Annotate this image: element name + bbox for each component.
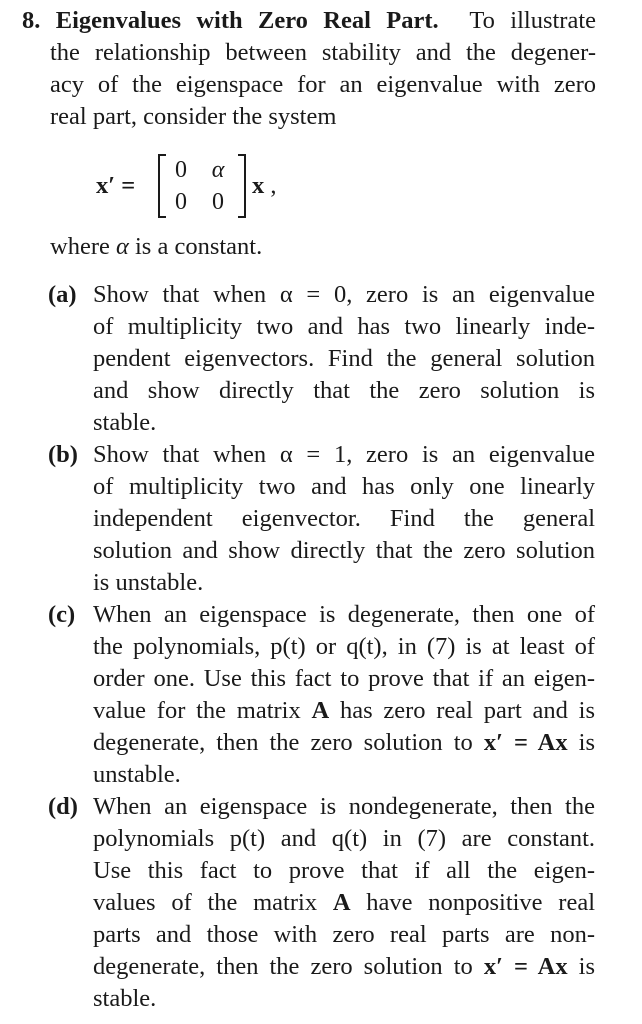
part-d-label: (d): [48, 793, 78, 820]
part-d-line: When an eigenspace is nondegenerate, then the: [93, 793, 595, 820]
problem-number: 8.: [22, 7, 41, 34]
part-d-line: polynomials p(t) and q(t) in (7) are constant.: [93, 825, 595, 852]
part-d-line: values of the matrix A have nonpositive real: [93, 889, 596, 916]
part-a-line: Show that when α = 0, zero is an eigenvalue: [93, 281, 595, 308]
problem-title: Eigenvalues with Zero Real Part.: [55, 7, 439, 34]
equation-rhs: x ,: [252, 172, 277, 199]
equation-lhs: x′ =: [96, 172, 136, 199]
intro-line: real part, consider the system: [50, 103, 337, 130]
part-d-line: parts and those with zero real parts are non-: [93, 921, 595, 948]
part-a-line: pendent eigenvectors. Find the general solution: [93, 345, 595, 372]
part-d-line: Use this fact to prove that if all the eigen-: [93, 857, 595, 884]
part-c-line: When an eigenspace is degenerate, then one of: [93, 601, 595, 628]
intro-line: the relationship between stability and the degener-: [50, 39, 596, 66]
part-d-line: stable.: [93, 985, 157, 1012]
where-line: where α is a constant.: [50, 233, 263, 260]
part-c-line: degenerate, then the zero solution to x′ = Ax is: [93, 729, 596, 756]
part-c-line: unstable.: [93, 761, 181, 788]
part-a-label: (a): [48, 281, 77, 308]
intro-line: acy of the eigenspace for an eigenvalue with zero: [50, 71, 596, 98]
matrix-entry: 0: [175, 189, 187, 215]
part-c-line: order one. Use this fact to prove that if an eigen-: [93, 665, 595, 692]
intro-text: To illustrate: [469, 7, 597, 34]
part-b-line: independent eigenvector. Find the general: [93, 505, 595, 532]
part-d-line: degenerate, then the zero solution to x′ = Ax is: [93, 953, 596, 980]
matrix-entry: 0: [175, 157, 187, 183]
problem-heading-line: [22, 6, 596, 36]
part-b-line: is unstable.: [93, 569, 204, 596]
part-c-line: the polynomials, p(t) or q(t), in (7) is at least of: [93, 633, 595, 660]
matrix-entry: α: [211, 157, 225, 183]
part-b-line: solution and show directly that the zero solution: [93, 537, 595, 564]
part-c-line: value for the matrix A has zero real part and is: [93, 697, 596, 724]
part-b-line: of multiplicity two and has only one linearly: [93, 473, 595, 500]
part-c-label: (c): [48, 601, 76, 628]
system-equation: [96, 152, 316, 222]
part-b-line: Show that when α = 1, zero is an eigenvalue: [93, 441, 595, 468]
matrix-left-bracket: [158, 154, 166, 218]
part-a-line: and show directly that the zero solution is: [93, 377, 595, 404]
part-b-label: (b): [48, 441, 78, 468]
part-a-line: stable.: [93, 409, 157, 436]
matrix-right-bracket: [238, 154, 246, 218]
part-a-line: of multiplicity two and has two linearly inde-: [93, 313, 595, 340]
matrix-entry: 0: [212, 189, 224, 215]
